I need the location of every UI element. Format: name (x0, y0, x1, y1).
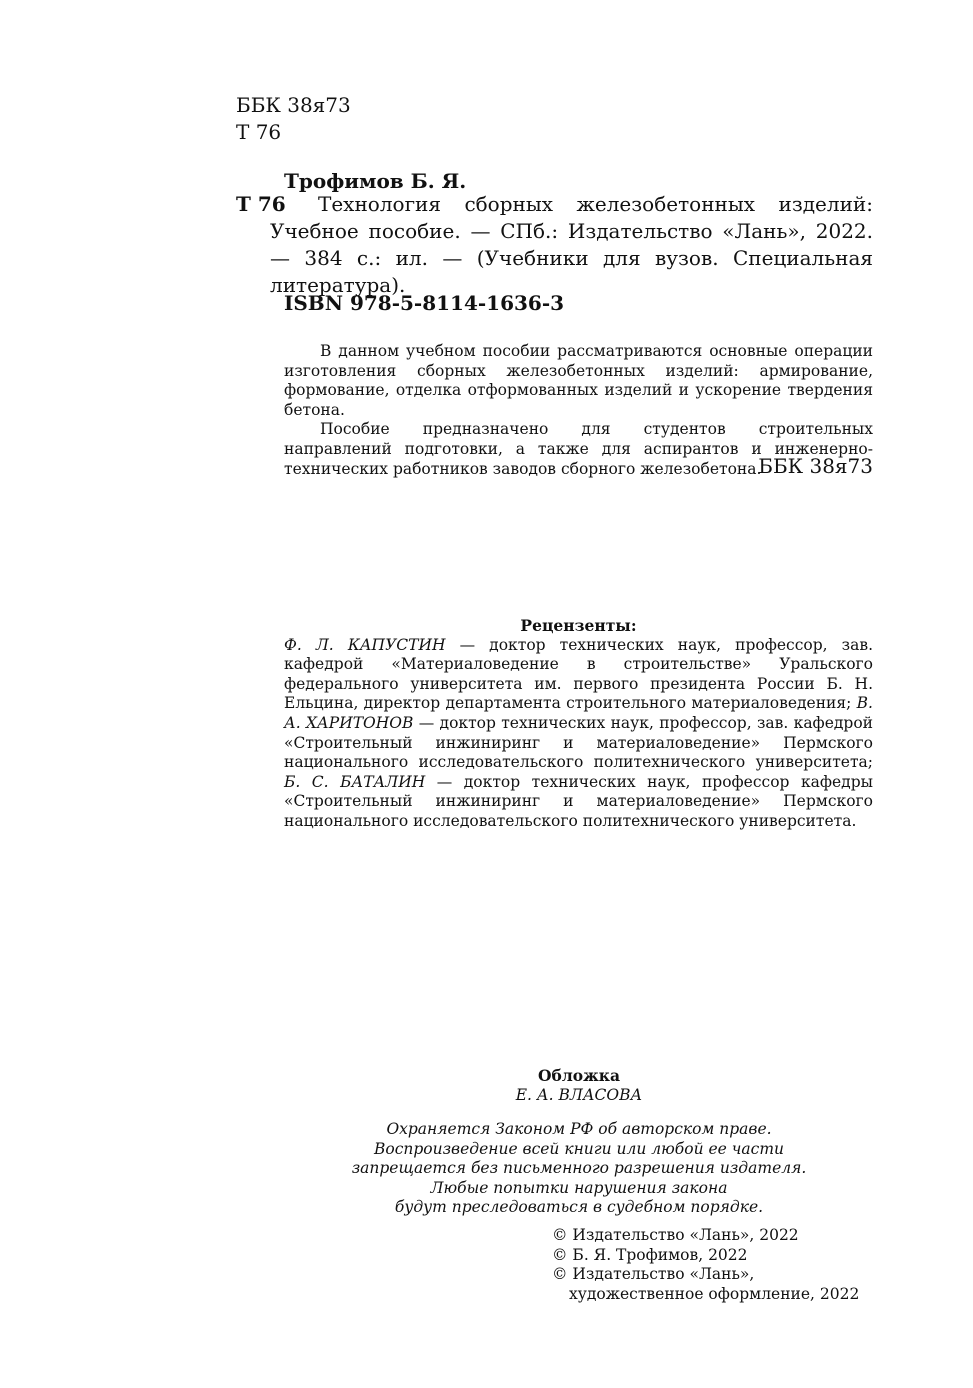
bbk-code-top: ББК 38я73 (236, 93, 351, 117)
copyright-line: художественное оформление, 2022 (569, 1284, 860, 1303)
copyrights-block (552, 1226, 882, 1304)
author-mark-top: Т 76 (236, 120, 282, 144)
reviewer-info: — доктор технических наук, профессор, зав. кафедрой «Строительный инжиниринг и материаловедение» Пермского национального исследовательского политехнического университета; (284, 713, 873, 772)
reviewer-info: — доктор технических наук, профессор, зав. кафедрой «Материаловедение в строительстве» Уральского федерального университета им. первого президента России Б. Н. Ельцина, директор департамента строительного материаловедения; (284, 635, 873, 713)
reviewers-block (284, 616, 873, 832)
notice-line: будут преследоваться в судебном порядке. (394, 1198, 764, 1217)
copyright-line: © Б. Я. Трофимов, 2022 (552, 1245, 748, 1264)
bibliographic-description: Технология сборных железобетонных изделий: Учебное пособие. — СПб.: Издательство «Лань», 2022. — 384 с.: ил. — (Учебники для вузов. Специальная литература). (270, 192, 873, 297)
cover-designer (384, 1066, 774, 1105)
reviewer-name: В. А. ХАРИТОНОВ (284, 694, 873, 732)
reviewer-info: — доктор технических наук, профессор кафедры «Строительный инжиниринг и материаловедение» Пермского национального исследовательского политехнического университета. (284, 772, 873, 830)
copyright-line: © Издательство «Лань», 2022 (552, 1226, 799, 1244)
reviewer-name: Б. С. БАТАЛИН (284, 772, 426, 791)
reviewers-text (284, 636, 873, 832)
abstract-paragraph: В данном учебном пособии рассматриваются основные операции изготовления сборных железобетонных изделий: армирование, формование, отделка отформованных изделий и ускорение твердения бетона. (284, 342, 873, 419)
cover-designer-name: Е. А. ВЛАСОВА (515, 1085, 643, 1104)
bbk-code-bottom: ББК 38я73 (758, 454, 873, 478)
cover-title: Обложка (538, 1066, 620, 1085)
notice-line: Охраняется Законом РФ об авторском праве. (386, 1120, 772, 1138)
bbk-block (236, 92, 536, 146)
copyright-notice (334, 1120, 824, 1218)
author-name: Трофимов Б. Я. (284, 169, 467, 193)
author-mark: Т 76 (236, 192, 286, 216)
notice-line: запрещается без письменного разрешения издателя. (351, 1159, 807, 1178)
copyright-line: © Издательство «Лань», (552, 1265, 755, 1284)
abstract-paragraph: Пособие предназначено для студентов строительных направлений подготовки, а также для аспирантов и инженерно-технических работников заводов сборного железобетона. (284, 420, 873, 478)
reviewer-name: Ф. Л. КАПУСТИН (284, 635, 446, 654)
notice-line: Любые попытки нарушения закона (430, 1178, 728, 1197)
isbn: ISBN 978-5-8114-1636-3 (284, 291, 565, 315)
reviewers-title: Рецензенты: (520, 616, 637, 635)
notice-line: Воспроизведение всей книги или любой ее части (373, 1139, 785, 1158)
